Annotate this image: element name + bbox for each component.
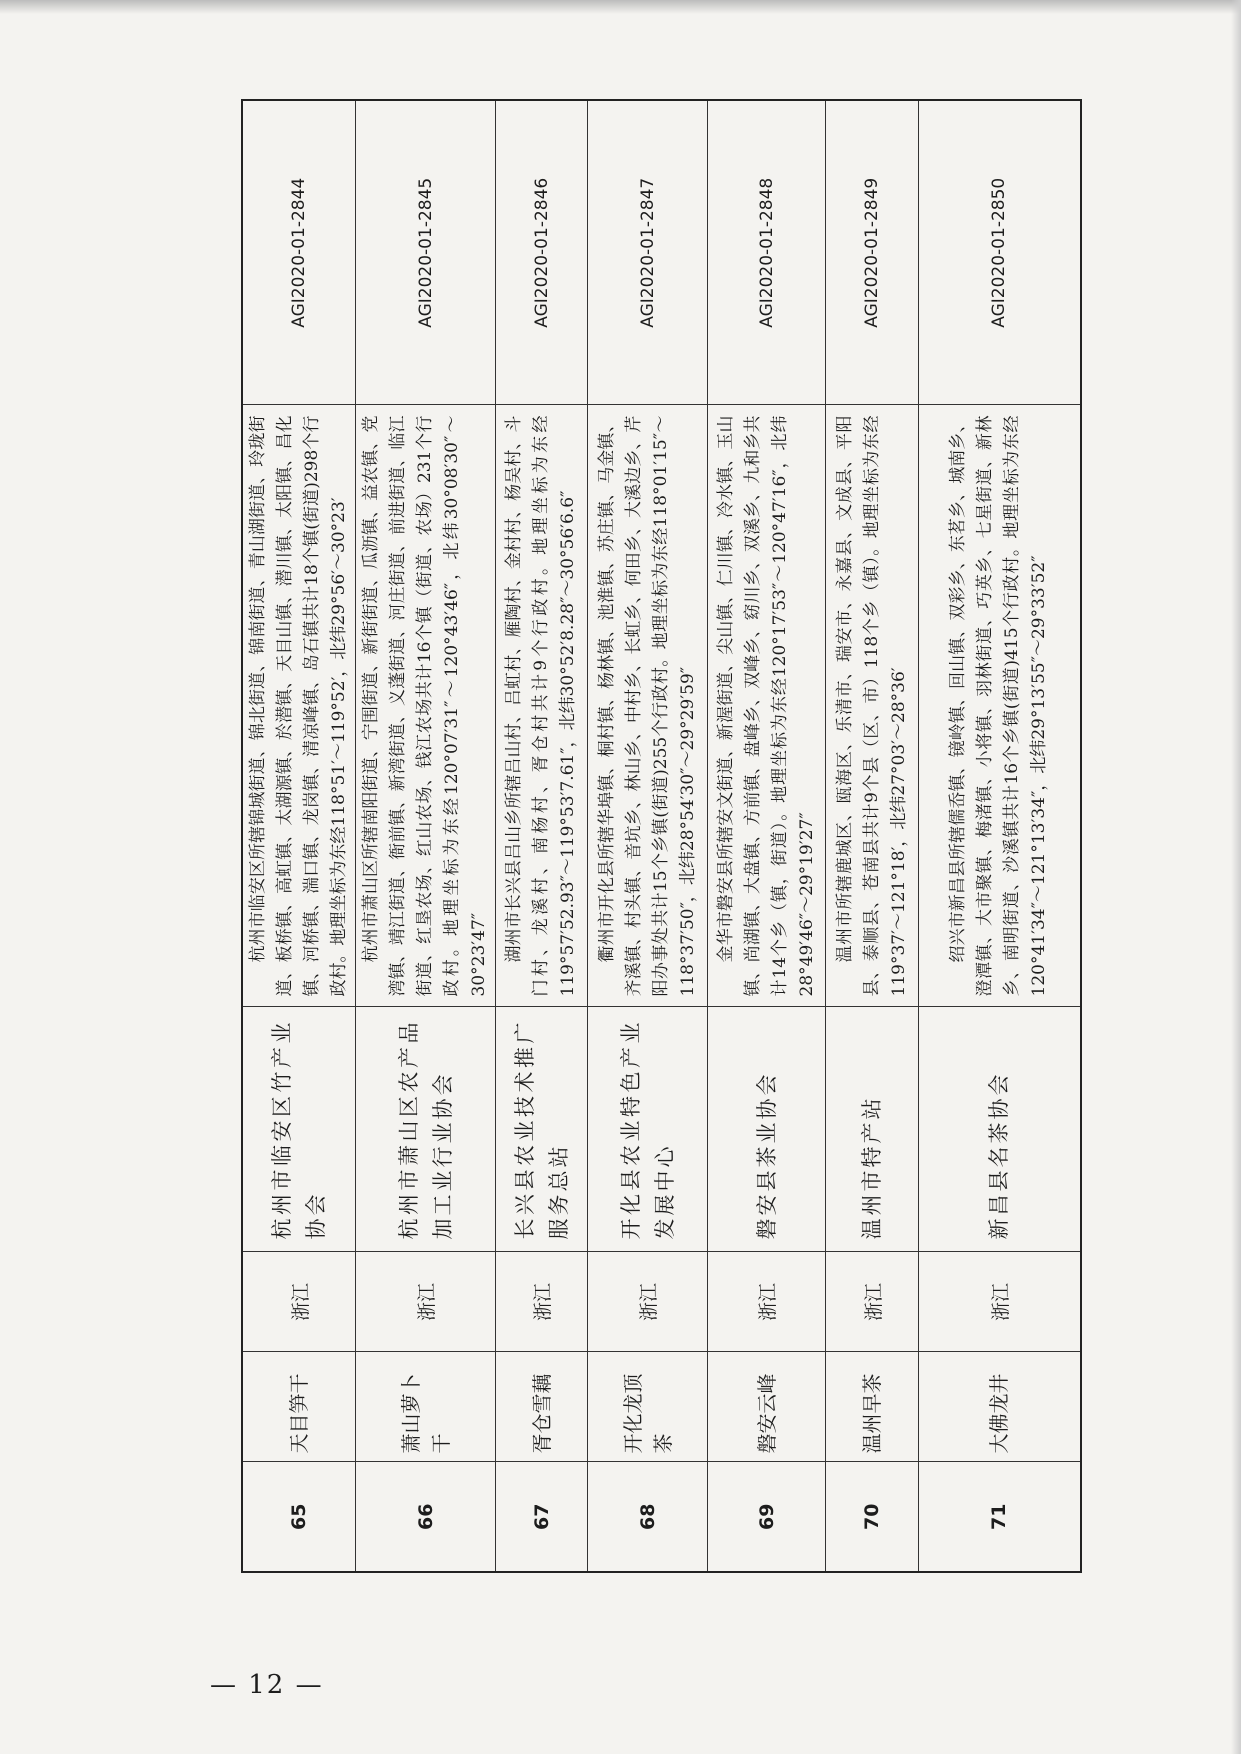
geographic-indication-table [241, 99, 1082, 1573]
product-name: 萧山萝卜干 [356, 1352, 496, 1462]
applicant-organization: 杭州市萧山区农产品加工业行业协会 [356, 1007, 496, 1252]
scan-shadow-right [1231, 0, 1241, 1754]
row-number: 67 [496, 1462, 588, 1572]
row-number: 68 [588, 1462, 708, 1572]
protection-scope: 温州市所辖鹿城区、瓯海区、乐清市、瑞安市、永嘉县、文成县、平阳县、泰顺县、苍南县共计9个县（区、市）118个乡（镇）。地理坐标为东经119°37′～121°18′，北纬27°03′～28°36′ [826, 405, 919, 1007]
registration-code: AGI2020-01-2845 [356, 100, 496, 405]
table-row [708, 100, 826, 1572]
registration-code: AGI2020-01-2850 [919, 100, 1081, 405]
protection-scope: 湖州市长兴县吕山乡所辖吕山村、吕虹村、雁陶村、金村村、杨吴村、斗门村、龙溪村、南杨村、胥仓村共计9个行政村。地理坐标为东经119°57′52.93″～119°53′7.61″，北纬30°52′8.28″～30°56′6.6″ [496, 405, 588, 1007]
product-name: 温州早茶 [826, 1352, 919, 1462]
applicant-organization: 新昌县名茶协会 [919, 1007, 1081, 1252]
province: 浙江 [708, 1252, 826, 1352]
protection-scope: 金华市磐安县所辖安文街道、新渥街道、尖山镇、仁川镇、冷水镇、玉山镇、尚湖镇、大盘镇、方前镇、盘峰乡、双峰乡、窈川乡、双溪乡、九和乡共计14个乡（镇，街道）。地理坐标为东经120°17′53″～120°47′16″，北纬28°49′46″～29°19′27″ [708, 405, 826, 1007]
table-row [919, 100, 1081, 1572]
row-number: 69 [708, 1462, 826, 1572]
registration-code: AGI2020-01-2844 [242, 100, 356, 405]
protection-scope: 杭州市临安区所辖锦城街道、锦北街道、锦南街道、青山湖街道、玲珑街道、板桥镇、高虹镇、太湖源镇、於潜镇、天目山镇、潜川镇、太阳镇、昌化镇、河桥镇、湍口镇、龙岗镇、清凉峰镇、岛石镇共计18个镇(街道)298个行政村。地理坐标为东经118°51′～119°52′，北纬29°56′～30°23′ [242, 405, 356, 1007]
page-number: — 12 — [210, 1670, 324, 1700]
table-row [242, 100, 356, 1572]
table-row [496, 100, 588, 1572]
table-row [588, 100, 708, 1572]
product-name: 胥仓雪藕 [496, 1352, 588, 1462]
applicant-organization: 温州市特产站 [826, 1007, 919, 1252]
product-name: 大佛龙井 [919, 1352, 1081, 1462]
product-name: 开化龙顶茶 [588, 1352, 708, 1462]
province: 浙江 [242, 1252, 356, 1352]
applicant-organization: 开化县农业特色产业发展中心 [588, 1007, 708, 1252]
province: 浙江 [356, 1252, 496, 1352]
product-name: 磐安云峰 [708, 1352, 826, 1462]
row-number: 66 [356, 1462, 496, 1572]
registration-code: AGI2020-01-2847 [588, 100, 708, 405]
protection-scope: 衢州市开化县所辖华埠镇、桐村镇、杨林镇、池淮镇、苏庄镇、马金镇、齐溪镇、村头镇、音坑乡、林山乡、中村乡、长虹乡、何田乡、大溪边乡、芹阳办事处共计15个乡镇(街道)255个行政村。地理坐标为东经118°01′15″～118°37′50″，北纬28°54′30″～29°29′59″ [588, 405, 708, 1007]
registration-code: AGI2020-01-2848 [708, 100, 826, 405]
province: 浙江 [588, 1252, 708, 1352]
row-number: 70 [826, 1462, 919, 1572]
applicant-organization: 杭州市临安区竹产业协会 [242, 1007, 356, 1252]
applicant-organization: 磐安县茶业协会 [708, 1007, 826, 1252]
protection-scope: 杭州市萧山区所辖南阳街道、宁围街道、新街街道、瓜沥镇、益农镇、党湾镇、靖江街道、衙前镇、新湾街道、义蓬街道、河庄街道、前进街道、临江街道、红垦农场、红山农场、钱江农场共计16个镇（街道、农场）231个行政村。地理坐标为东经120°07′31″～120°43′46″，北纬30°08′30″～30°23′47″ [356, 405, 496, 1007]
row-number: 71 [919, 1462, 1081, 1572]
province: 浙江 [919, 1252, 1081, 1352]
rotated-table-frame [241, 101, 1053, 1573]
protection-scope: 绍兴市新昌县所辖儒岙镇、镜岭镇、回山镇、双彩乡、东茗乡、城南乡、澄潭镇、大市聚镇、梅渚镇、小将镇、羽林街道、巧英乡、七星街道、新林乡、南明街道、沙溪镇共计16个乡镇(街道)415个行政村。地理坐标为东经120°41′34″～121°13′34″，北纬29°13′55″～29°33′52″ [919, 405, 1081, 1007]
province: 浙江 [496, 1252, 588, 1352]
applicant-organization: 长兴县农业技术推广服务总站 [496, 1007, 588, 1252]
registration-code: AGI2020-01-2846 [496, 100, 588, 405]
registration-code: AGI2020-01-2849 [826, 100, 919, 405]
table-row [826, 100, 919, 1572]
row-number: 65 [242, 1462, 356, 1572]
province: 浙江 [826, 1252, 919, 1352]
table-row [356, 100, 496, 1572]
scan-shadow-top [0, 0, 1241, 14]
product-name: 天目笋干 [242, 1352, 356, 1462]
